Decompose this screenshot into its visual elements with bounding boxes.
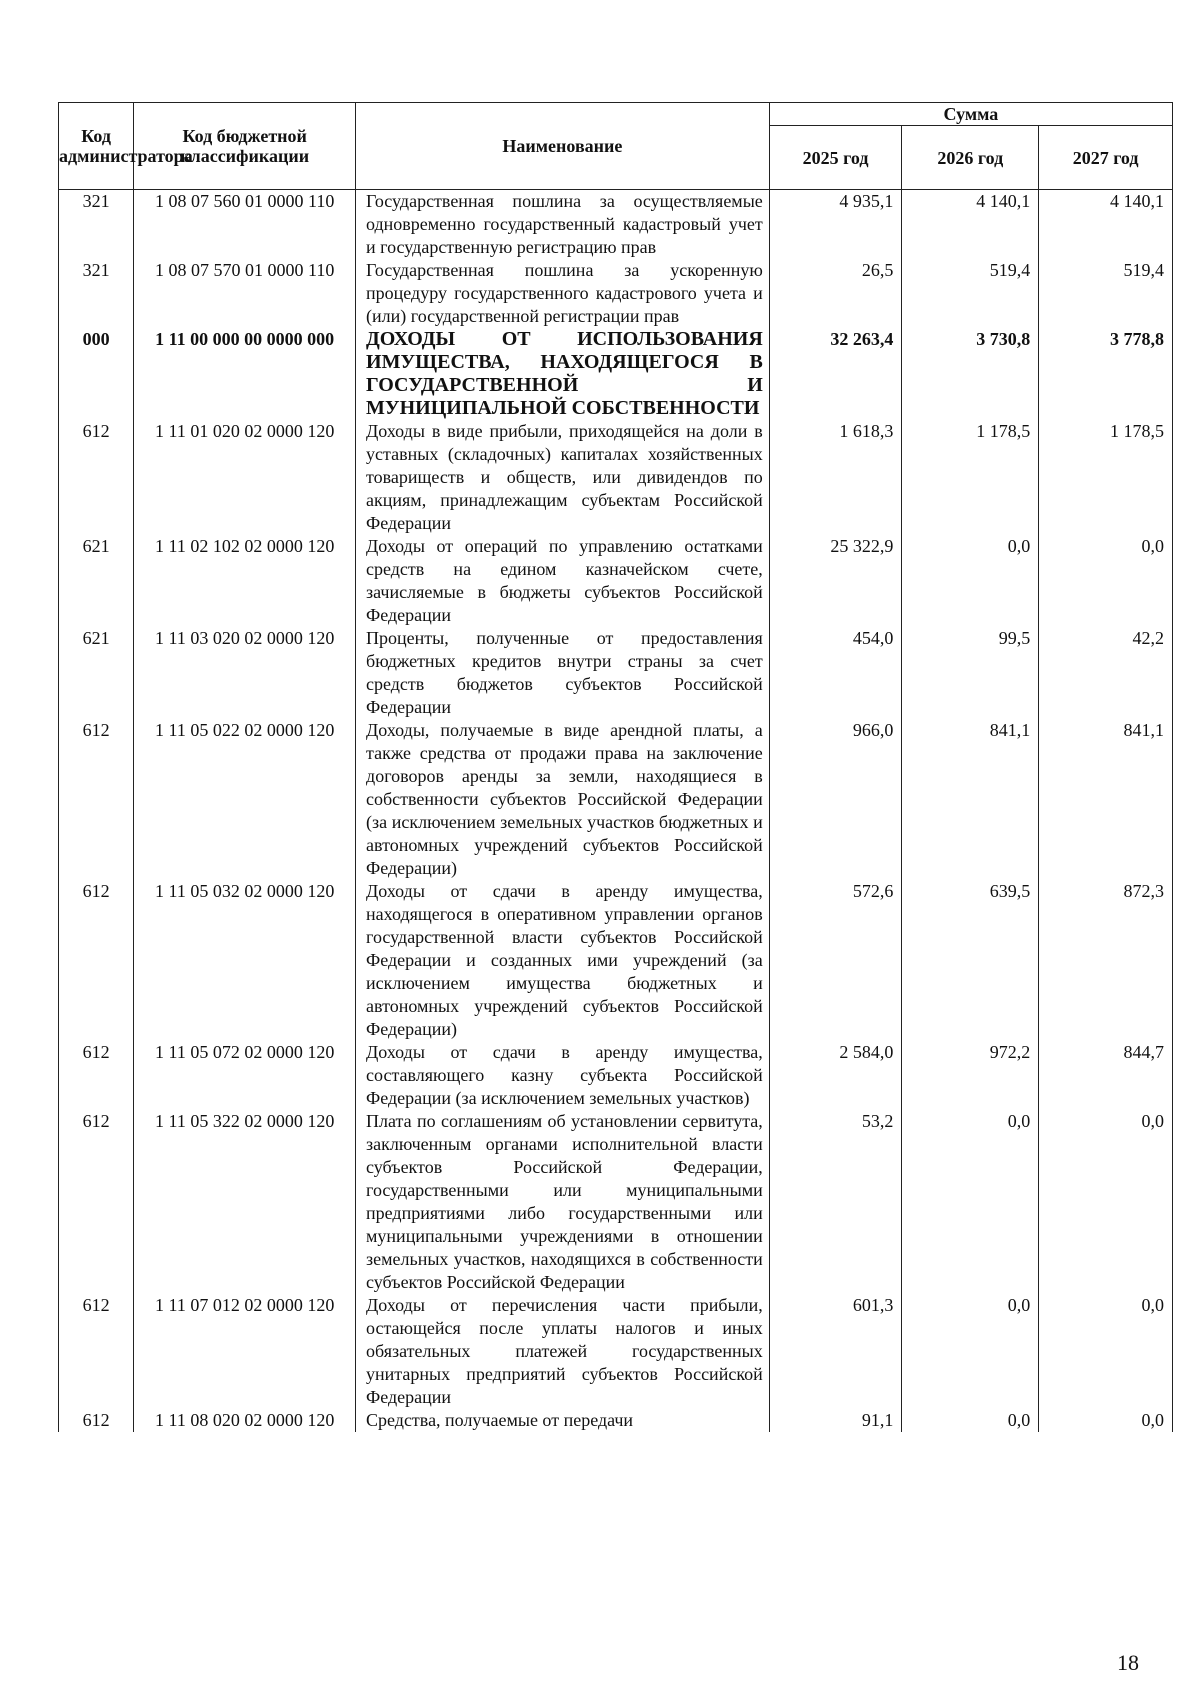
name-cell: Доходы, получаемые в виде арендной платы, а также средства от продажи права на заключение договоров аренды за земли, находящиеся в собственности субъектов Российской Федерации (за исключением земельных участков бюджетных и автономных учреждений субъектов Российской Федерации) [356,719,770,880]
table-row [59,880,1173,1041]
amount-2027-cell: 841,1 [1039,719,1173,880]
budget-code-cell: 1 11 05 072 02 0000 120 [134,1041,356,1110]
budget-revenue-table [58,102,1173,1432]
amount-2027-cell: 0,0 [1039,1409,1173,1432]
table-row [59,719,1173,880]
amount-2025-cell: 601,3 [769,1294,902,1409]
table-row [59,328,1173,420]
amount-2027-cell: 4 140,1 [1039,190,1173,260]
header-admin-code: Код администратора [59,103,134,190]
budget-code-cell: 1 11 05 322 02 0000 120 [134,1110,356,1294]
amount-2026-cell: 4 140,1 [902,190,1039,260]
header-budget-code: Код бюджетной классификации [134,103,356,190]
amount-2026-cell: 0,0 [902,1110,1039,1294]
admin-code-cell: 612 [59,880,134,1041]
amount-2026-cell: 3 730,8 [902,328,1039,420]
amount-2027-cell: 0,0 [1039,535,1173,627]
table-header [59,103,1173,190]
amount-2027-cell: 1 178,5 [1039,420,1173,535]
budget-code-cell: 1 11 08 020 02 0000 120 [134,1409,356,1432]
header-sum: Сумма [769,103,1172,126]
budget-code-cell: 1 11 05 032 02 0000 120 [134,880,356,1041]
amount-2026-cell: 841,1 [902,719,1039,880]
amount-2025-cell: 25 322,9 [769,535,902,627]
admin-code-cell: 321 [59,190,134,260]
amount-2027-cell: 0,0 [1039,1110,1173,1294]
amount-2027-cell: 42,2 [1039,627,1173,719]
name-cell: ДОХОДЫ ОТ ИСПОЛЬЗОВАНИЯ ИМУЩЕСТВА, НАХОДЯЩЕГОСЯ В ГОСУДАРСТВЕННОЙ И МУНИЦИПАЛЬНОЙ СОБСТВЕННОСТИ [356,328,770,420]
amount-2026-cell: 972,2 [902,1041,1039,1110]
table-row [59,1294,1173,1409]
name-cell: Доходы от сдачи в аренду имущества, составляющего казну субъекта Российской Федерации (за исключением земельных участков) [356,1041,770,1110]
name-cell: Проценты, полученные от предоставления бюджетных кредитов внутри страны за счет средств бюджетов субъектов Российской Федерации [356,627,770,719]
name-cell: Государственная пошлина за ускоренную процедуру государственного кадастрового учета и (или) государственной регистрации прав [356,259,770,328]
amount-2025-cell: 572,6 [769,880,902,1041]
header-year-2025: 2025 год [769,126,902,190]
budget-code-cell: 1 11 03 020 02 0000 120 [134,627,356,719]
name-cell: Доходы в виде прибыли, приходящейся на доли в уставных (складочных) капиталах хозяйственных товариществ и обществ, или дивидендов по акциям, принадлежащим субъектам Российской Федерации [356,420,770,535]
budget-code-cell: 1 11 00 000 00 0000 000 [134,328,356,420]
budget-code-cell: 1 11 07 012 02 0000 120 [134,1294,356,1409]
admin-code-cell: 321 [59,259,134,328]
amount-2027-cell: 872,3 [1039,880,1173,1041]
admin-code-cell: 612 [59,1110,134,1294]
amount-2025-cell: 4 935,1 [769,190,902,260]
amount-2026-cell: 0,0 [902,1294,1039,1409]
amount-2025-cell: 26,5 [769,259,902,328]
name-cell: Доходы от сдачи в аренду имущества, находящегося в оперативном управлении органов государственной власти субъектов Российской Федерации и созданных ими учреждений (за исключением имущества бюджетных и автономных учреждений субъектов Российской Федерации) [356,880,770,1041]
amount-2026-cell: 0,0 [902,535,1039,627]
table-row [59,627,1173,719]
admin-code-cell: 621 [59,627,134,719]
budget-code-cell: 1 11 05 022 02 0000 120 [134,719,356,880]
page-number: 18 [1117,1650,1139,1675]
amount-2025-cell: 1 618,3 [769,420,902,535]
table-body [59,190,1173,1433]
amount-2027-cell: 519,4 [1039,259,1173,328]
amount-2026-cell: 1 178,5 [902,420,1039,535]
amount-2027-cell: 844,7 [1039,1041,1173,1110]
budget-code-cell: 1 11 01 020 02 0000 120 [134,420,356,535]
budget-code-cell: 1 08 07 570 01 0000 110 [134,259,356,328]
name-cell: Доходы от операций по управлению остатками средств на едином казначейском счете, зачисляемые в бюджеты субъектов Российской Федерации [356,535,770,627]
admin-code-cell: 000 [59,328,134,420]
budget-code-cell: 1 08 07 560 01 0000 110 [134,190,356,260]
budget-code-cell: 1 11 02 102 02 0000 120 [134,535,356,627]
header-name: Наименование [356,103,770,190]
amount-2025-cell: 966,0 [769,719,902,880]
admin-code-cell: 612 [59,1041,134,1110]
table-row [59,535,1173,627]
admin-code-cell: 612 [59,1409,134,1432]
header-year-2026: 2026 год [902,126,1039,190]
amount-2025-cell: 53,2 [769,1110,902,1294]
name-cell: Плата по соглашениям об установлении сервитута, заключенным органами исполнительной власти субъектов Российской Федерации, государственными или муниципальными предприятиями либо государственными или муниципальными учреждениями в отношении земельных участков, находящихся в собственности субъектов Российской Федерации [356,1110,770,1294]
admin-code-cell: 612 [59,420,134,535]
admin-code-cell: 621 [59,535,134,627]
amount-2025-cell: 32 263,4 [769,328,902,420]
amount-2026-cell: 99,5 [902,627,1039,719]
name-cell: Государственная пошлина за осуществляемые одновременно государственный кадастровый учет и государственную регистрацию прав [356,190,770,260]
name-cell: Средства, получаемые от передачи [356,1409,770,1432]
table-row [59,1409,1173,1432]
amount-2026-cell: 639,5 [902,880,1039,1041]
admin-code-cell: 612 [59,719,134,880]
table-row [59,190,1173,260]
admin-code-cell: 612 [59,1294,134,1409]
table-row [59,1041,1173,1110]
amount-2025-cell: 2 584,0 [769,1041,902,1110]
table-row [59,420,1173,535]
amount-2025-cell: 454,0 [769,627,902,719]
amount-2026-cell: 0,0 [902,1409,1039,1432]
amount-2025-cell: 91,1 [769,1409,902,1432]
header-year-2027: 2027 год [1039,126,1173,190]
amount-2027-cell: 3 778,8 [1039,328,1173,420]
amount-2026-cell: 519,4 [902,259,1039,328]
name-cell: Доходы от перечисления части прибыли, остающейся после уплаты налогов и иных обязательных платежей государственных унитарных предприятий субъектов Российской Федерации [356,1294,770,1409]
table-row [59,1110,1173,1294]
amount-2027-cell: 0,0 [1039,1294,1173,1409]
table-row [59,259,1173,328]
